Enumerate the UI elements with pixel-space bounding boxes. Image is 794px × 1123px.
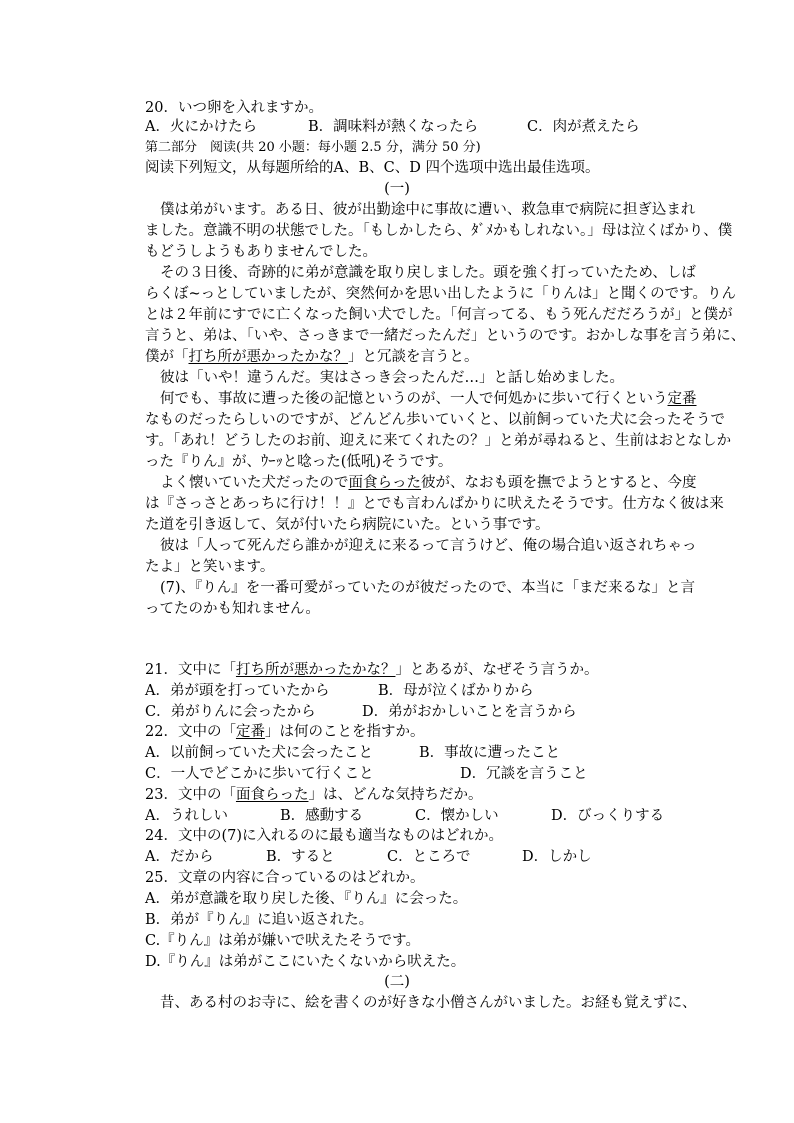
passage-line: す。「あれ！どうしたのお前、迎えに来てくれたの？」と弟が尋ねると、生前はおとなしか xyxy=(145,433,732,449)
passage-line: ました。意識不明の状態でした。「もしかしたら、ﾀﾞﾒかもしれない。」母は泣くばかり、僕 xyxy=(145,223,733,239)
q24-option-b: B．すると xyxy=(266,849,335,865)
q22-stem-text: 」は何のことを指すか。 xyxy=(264,724,425,740)
passage-line: 僕は弟がいます。ある日、彼が出勤途中に事故に遭い、救急車で病院に担ぎ込まれ xyxy=(160,202,696,218)
q24-option-c: C．ところで xyxy=(387,849,471,865)
q23-option-a: A．うれしい xyxy=(145,808,228,824)
q20-option-b: B．調味料が熱くなったら xyxy=(308,119,479,135)
q23-option-c: C．懐かしい xyxy=(415,808,499,824)
q22-stem xyxy=(145,722,424,742)
passage-line xyxy=(145,347,479,367)
passage-number: (一) xyxy=(384,181,410,197)
q20-option-a: A．火にかけたら xyxy=(145,119,257,135)
passage-line: 昔、ある村のお寺に、絵を書くのが好きな小僧さんがいました。お経も覚えずに、 xyxy=(160,995,697,1011)
passage-line: (7)、『りん』を一番可愛がっていたのが彼だったので、本当に「まだ来るな」と言 xyxy=(160,580,695,596)
q23-stem xyxy=(145,785,482,805)
passage-line: たよ」と笑います。 xyxy=(145,559,275,575)
underlined-phrase: 定番 xyxy=(667,391,697,407)
passage-line: らくぼ~っとしていましたが、突然何かを思い出したように「りんは」と聞くのです。りん xyxy=(145,286,736,302)
passage-line: とは２年前にすでに亡くなった飼い犬でした。「何言ってる、もう死んだだろうが」と僕が xyxy=(145,307,733,323)
q21-option-a: A．弟が頭を打っていたから xyxy=(145,683,330,699)
q21-stem xyxy=(145,660,598,680)
passage-text: 僕が「 xyxy=(145,349,189,365)
q21-option-b: B．母が泣くばかりから xyxy=(378,683,534,699)
passage-text: よく懐いていた犬だったので xyxy=(160,475,349,491)
passage-line xyxy=(160,389,697,409)
passage-number: (二) xyxy=(384,974,410,990)
passage-line: 彼は「人って死んだら誰かが迎えに来るって言うけど、俺の場合追い返されちゃっ xyxy=(160,538,697,554)
q25-stem: 25．文章の内容に合っているのはどれか。 xyxy=(145,870,425,886)
passage-line: た道を引き返して、気が付いたら病院にいた。という事です。 xyxy=(145,517,550,533)
q21-stem-text: 21．文中に「 xyxy=(145,662,236,678)
q22-option-c: C．一人でどこかに歩いて行くこと xyxy=(145,766,374,782)
q23-underlined-phrase: 面食らった xyxy=(235,787,309,803)
q25-option-a: A．弟が意識を取り戻した後、『りん』に会った。 xyxy=(145,891,468,907)
passage-line: なものだったらしいのですが、どんどん歩いていくと、以前飼っていた犬に会ったそうで xyxy=(145,412,725,428)
q22-stem-text: 22．文中の「 xyxy=(145,724,236,740)
passage-line: は『さっさとあっちに行け！！』とでも言わんばかりに吠えたそうです。仕方なく彼は来 xyxy=(145,496,724,512)
q20-stem: 20．いつ卵を入れますか。 xyxy=(145,100,323,116)
section-instruction: 阅读下列短文，从每题所给的A、B、C、D 四个选项中选出最佳选项。 xyxy=(145,160,600,176)
q25-option-b: B．弟が『りん』に追い返された。 xyxy=(145,912,374,928)
q23-stem-text: 23．文中の「 xyxy=(145,787,236,803)
q23-option-b: B．感動する xyxy=(280,808,364,824)
passage-line: ってたのかも知れません。 xyxy=(145,601,320,617)
passage-line: 言うと、弟は、「いや、さっきまで一緒だったんだ」というのです。おかしな事を言う弟に、 xyxy=(145,328,746,344)
passage-text: 何でも、事故に遭った後の記憶というのが、一人で何処かに歩いて行くという xyxy=(160,391,668,407)
passage-line xyxy=(160,473,697,493)
q24-option-d: D．しかし xyxy=(522,849,592,865)
q21-underlined-phrase: 打ち所が悪かったかな？ xyxy=(235,662,396,678)
section-header: 第二部分 阅读(共 20 小题：每小题 2.5 分，满分 50 分) xyxy=(145,140,481,155)
q25-option-d: D.『りん』は弟がここにいたくないから吠えた。 xyxy=(145,954,466,970)
q21-option-d: D．弟がおかしいことを言うから xyxy=(362,704,577,720)
q23-option-d: D．びっくりする xyxy=(551,808,665,824)
q21-option-c: C．弟がりんに会ったから xyxy=(145,704,316,720)
q22-option-d: D．冗談を言うこと xyxy=(460,766,588,782)
q24-stem: 24．文中の(7)に入れるのに最も適当なものはどれか。 xyxy=(145,828,503,844)
q22-underlined-phrase: 定番 xyxy=(235,724,265,740)
passage-text: 」と冗談を言うと。 xyxy=(348,349,479,365)
q24-option-a: A．だから xyxy=(145,849,214,865)
underlined-phrase: 打ち所が悪かったかな？ xyxy=(188,349,348,365)
q22-option-b: B．事故に遭ったこと xyxy=(419,745,561,761)
passage-text: 彼が、なおも頭を撫でようとすると、今度 xyxy=(421,475,697,491)
passage-line: もどうしようもありませんでした。 xyxy=(145,244,377,260)
q22-option-a: A．以前飼っていた犬に会ったこと xyxy=(145,745,373,761)
q20-option-c: C．肉が煮えたら xyxy=(527,119,640,135)
underlined-phrase: 面食らった xyxy=(348,475,421,491)
passage-line: 彼は「いや！違うんだ。実はさっき会ったんだ…」と話し始めました。 xyxy=(160,370,624,386)
q25-option-c: C.『りん』は弟が嫌いで吠えたそうです。 xyxy=(145,933,421,949)
passage-line: った『りん』が、ｳｰｯと唸った(低吼)そうです。 xyxy=(145,454,453,470)
q21-stem-text: 」とあるが、なぜそう言うか。 xyxy=(395,662,599,678)
passage-line: その３日後、奇跡的に弟が意識を取り戻しました。頭を強く打っていたため、しば xyxy=(160,265,696,281)
q23-stem-text: 」は、どんな気持ちだか。 xyxy=(308,787,483,803)
